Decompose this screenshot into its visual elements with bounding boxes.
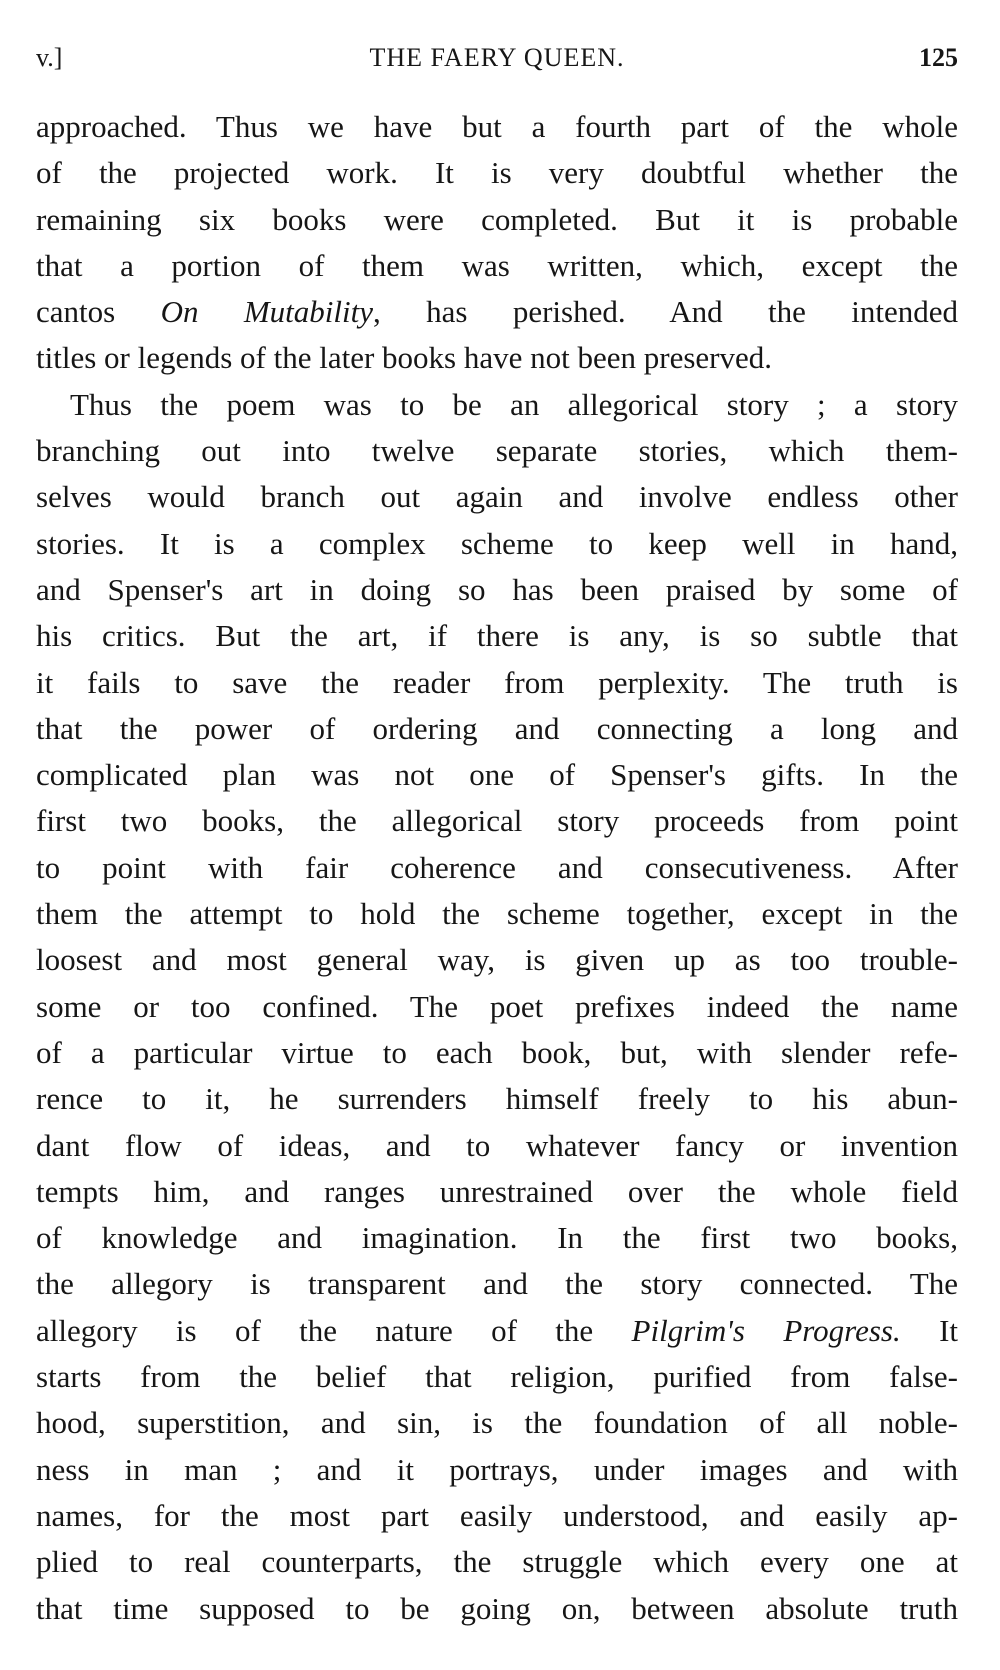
text-segment: cantos [36,294,161,330]
text-line [36,289,958,335]
text-line: some or too confined. The poet prefixes indeed the name [36,988,958,1024]
text-line: names, for the most part easily understood, and easily ap- [36,1497,958,1533]
italic-work-title: Pilgrim's Progress. [631,1312,901,1348]
text-line: of a particular virtue to each book, but, with slender refe- [36,1034,958,1070]
text-line: dant flow of ideas, and to whatever fancy or invention [36,1127,958,1163]
text-line: it fails to save the reader from perplexity. The truth is [36,664,958,700]
text-segment: allegory is of the nature of the [36,1312,632,1348]
text-line: remaining six books were completed. But it is probable [36,201,958,237]
text-segment: It [900,1312,958,1348]
running-title: THE FAERY QUEEN. [369,43,625,72]
text-line: them the attempt to hold the scheme together, except in the [36,896,958,932]
text-line: complicated plan was not one of Spenser's gifts. In the [36,757,958,793]
section-marker: v.] [36,43,63,72]
text-line [36,1308,958,1354]
running-head [36,40,958,76]
text-line: approached. Thus we have but a fourth part of the whole [36,109,958,144]
text-line: hood, superstition, and sin, is the foundation of all noble- [36,1405,958,1441]
text-line: the allegory is transparent and the story connected. The [36,1266,958,1302]
text-line: of the projected work. It is very doubtful whether the [36,155,958,191]
text-line: to point with fair coherence and consecutiveness. After [36,849,958,885]
text-line: his critics. But the art, if there is any, is so subtle that [36,618,958,654]
text-line: titles or legends of the later books have not been preserved. [36,340,773,376]
text-line: loosest and most general way, is given up as too trouble- [36,942,958,978]
text-line: branching out into twelve separate stories, which them- [36,433,958,469]
text-line: ness in man ; and it portrays, under images and with [36,1451,958,1487]
text-line: plied to real counterparts, the struggle which every one at [36,1544,958,1580]
text-line: Thus the poem was to be an allegorical story ; a story [70,386,958,422]
text-segment: , has perished. And the intended [373,294,958,330]
text-line: and Spenser's art in doing so has been praised by some of [36,571,958,607]
text-line: of knowledge and imagination. In the first two books, [36,1220,958,1256]
text-line: that time supposed to be going on, between absolute truth [36,1590,958,1626]
text-line: that a portion of them was written, which, except the [36,247,958,283]
text-line: rence to it, he surrenders himself freely to his abun- [36,1081,958,1117]
body-text [36,104,958,1632]
text-line: first two books, the allegorical story proceeds from point [36,803,958,839]
text-line: starts from the belief that religion, purified from false- [36,1359,958,1395]
italic-work-title: On Mutability [160,294,373,330]
text-line: stories. It is a complex scheme to keep well in hand, [36,525,958,561]
text-line: tempts him, and ranges unrestrained over the whole field [36,1173,958,1209]
text-line: selves would branch out again and involve endless other [36,479,958,515]
text-line: that the power of ordering and connecting a long and [36,710,958,746]
page-number: 125 [919,43,958,72]
